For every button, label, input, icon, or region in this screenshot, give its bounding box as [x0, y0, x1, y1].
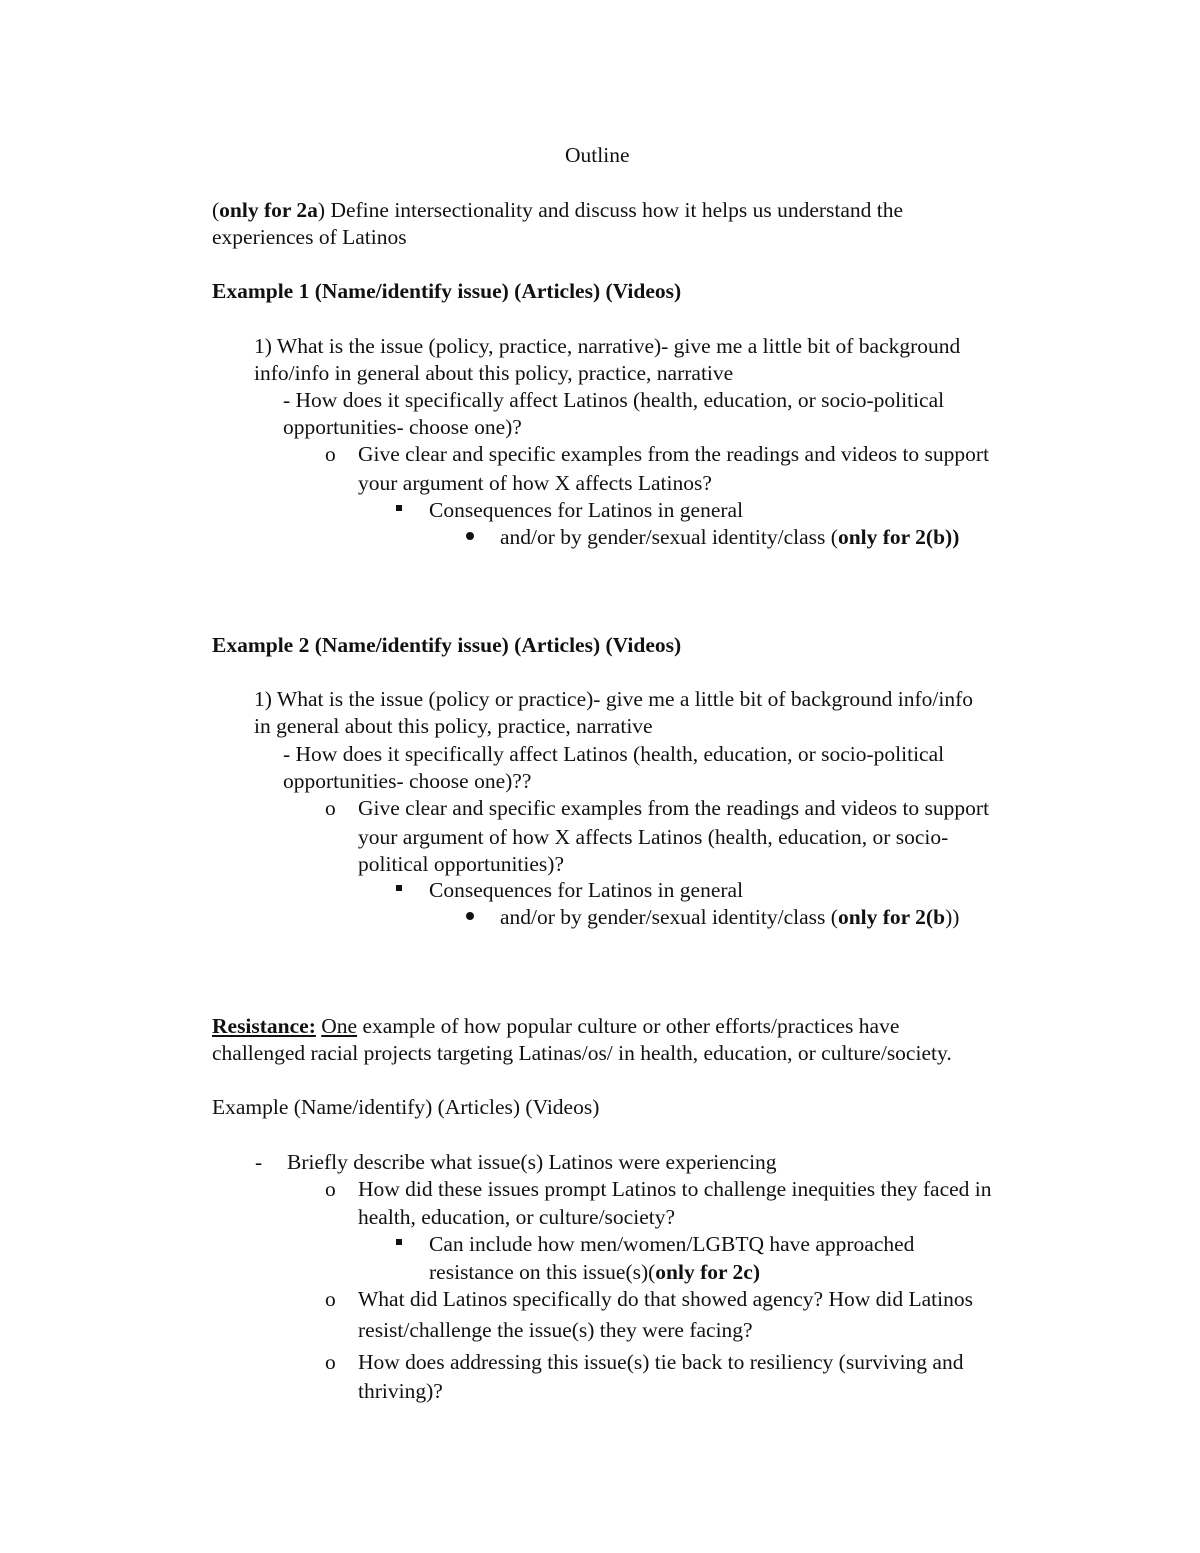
resistance-o1-line-2: health, education, or culture/society? [358, 1205, 675, 1229]
intro-line-2: experiences of Latinos [212, 225, 407, 249]
resistance-label: Resistance: [212, 1014, 316, 1038]
example2-question-line-2: in general about this policy, practice, narrative [254, 714, 653, 738]
example2-dot-text-plain: and/or by gender/sexual identity/class ( [500, 905, 838, 929]
example1-dot-bullet-icon [466, 532, 474, 540]
example1-o-line-1: Give clear and specific examples from the readings and videos to support [358, 442, 990, 466]
resistance-o2-line-2: resist/challenge the issue(s) they were facing? [358, 1318, 753, 1342]
resistance-square-line-2-plain: resistance on this issue(s)( [429, 1260, 656, 1284]
resistance-o3-line-1: How does addressing this issue(s) tie back to resiliency (surviving and [358, 1350, 964, 1374]
resistance-one: One [321, 1014, 358, 1038]
example1-o-line-2: your argument of how X affects Latinos? [358, 471, 712, 495]
example2-dot-bullet-icon [466, 912, 474, 920]
resistance-square-bullet-icon [396, 1239, 402, 1245]
intro-open-paren: ( [212, 198, 220, 222]
resistance-o2-line-1: What did Latinos specifically do that showed agency? How did Latinos [358, 1287, 973, 1311]
example2-square-text: Consequences for Latinos in general [429, 878, 744, 902]
resistance-o1-bullet: o [325, 1177, 336, 1201]
example2-o-bullet: o [325, 796, 336, 820]
example1-dot-text-bold: only for 2(b)) [837, 525, 960, 549]
example1-square-text: Consequences for Latinos in general [429, 498, 744, 522]
example1-dot-text [500, 524, 959, 551]
intro-bold-note: only for 2a [219, 198, 318, 222]
example1-o-bullet: o [325, 442, 336, 466]
example1-question-line-2: info/info in general about this policy, practice, narrative [254, 361, 734, 385]
resistance-o3-bullet: o [325, 1350, 336, 1374]
resistance-line-1 [212, 1013, 899, 1040]
resistance-line-1-text: example of how popular culture or other efforts/practices have [357, 1014, 900, 1038]
resistance-o2-bullet: o [325, 1287, 336, 1311]
resistance-o1-line-1: How did these issues prompt Latinos to challenge inequities they faced in [358, 1177, 992, 1201]
example2-o-line-2: your argument of how X affects Latinos (health, education, or socio- [358, 825, 949, 849]
example1-question-line-1: 1) What is the issue (policy, practice, narrative)- give me a little bit of background [254, 334, 961, 358]
resistance-dash-text: Briefly describe what issue(s) Latinos were experiencing [287, 1150, 777, 1174]
example2-dash-line-1: - How does it specifically affect Latinos (health, education, or socio-political [283, 742, 945, 766]
resistance-square-line-2-bold: only for 2c) [655, 1260, 760, 1284]
example2-o-line-3: political opportunities)? [358, 852, 564, 876]
resistance-line-2: challenged racial projects targeting Latinas/os/ in health, education, or culture/society. [212, 1041, 952, 1065]
intro-line-1 [212, 197, 903, 224]
resistance-o3-line-2: thriving)? [358, 1379, 443, 1403]
resistance-square-line-2 [429, 1259, 760, 1286]
example1-dash-line-1: - How does it specifically affect Latinos (health, education, or socio-political [283, 388, 945, 412]
intro-line-1-text: ) Define intersectionality and discuss how it helps us understand the [317, 198, 904, 222]
example2-heading: Example 2 (Name/identify issue) (Articles) (Videos) [212, 633, 682, 657]
example2-o-line-1: Give clear and specific examples from the readings and videos to support [358, 796, 990, 820]
example2-dot-text [500, 904, 959, 931]
page-title: Outline [565, 143, 630, 167]
example2-dash-line-2: opportunities- choose one)?? [283, 769, 532, 793]
example2-square-bullet-icon [396, 885, 402, 891]
example2-dot-text-bold: only for 2(b [837, 905, 946, 929]
example1-heading: Example 1 (Name/identify issue) (Articles) (Videos) [212, 279, 682, 303]
example2-dot-text-close: )) [945, 905, 960, 929]
resistance-dash-bullet: - [255, 1150, 263, 1174]
example1-square-bullet-icon [396, 505, 402, 511]
resistance-example-heading: Example (Name/identify) (Articles) (Videos) [212, 1095, 600, 1119]
example1-dot-text-plain: and/or by gender/sexual identity/class ( [500, 525, 838, 549]
example1-dash-line-2: opportunities- choose one)? [283, 415, 522, 439]
example2-question-line-1: 1) What is the issue (policy or practice)- give me a little bit of background info/info [254, 687, 974, 711]
resistance-square-line-1: Can include how men/women/LGBTQ have approached [429, 1232, 915, 1256]
